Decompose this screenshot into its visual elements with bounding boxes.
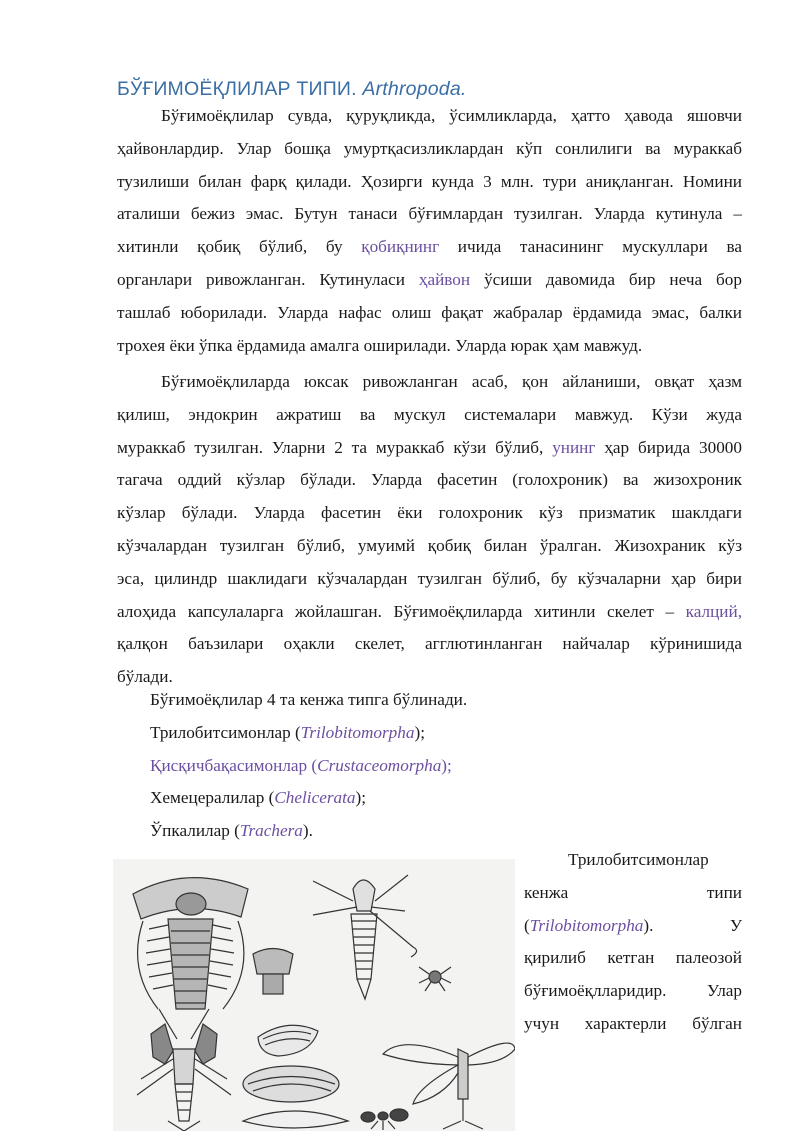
text-run: кенжа [524,882,569,902]
title-latin: Arthropoda. [362,78,467,100]
mussel-shell-icon [243,1025,348,1128]
crayfish-icon [137,1009,231,1131]
paragraph-line: қилиш, эндокрин ажратиш ва мускул системалари мавжуд. Кўзи жуда [117,404,742,424]
paragraph-line: эса, цилиндр шаклидаги кўзчалардан тузилган бўлиб, бу кўзчаларни ҳар бири [117,568,742,588]
eurypterid-icon [313,875,417,999]
paragraph-line [117,596,742,629]
trilobite-icon [133,878,248,1009]
small-trilobite-icon [253,949,293,995]
list-item [150,782,467,815]
paragraph-line: аталиши бежиз эмас. Бутун танаси бўғимлардан тузилган. Уларда кутинула – [117,204,742,224]
list-item [150,815,467,848]
list-item-end: ). [302,821,313,841]
sidebar-line: Трилобитсимонлар [568,850,709,869]
paragraph-line: трохея ёки ўпка ёрдамида амалга оширилади. Уларда юрак ҳам мавжуд. [117,335,643,355]
hyperlink-word[interactable]: калций, [685,601,742,621]
paragraph-line [117,264,742,297]
list-item [150,717,467,750]
paragraph-line: Бўғимоёқлилар сувда, қуруқликда, ўсимликларда, ҳатто ҳавода яшовчи [161,106,742,125]
list-item-latin: Crustaceomorpha [317,755,442,775]
paragraph-line: бўлади. [117,667,173,687]
paragraph-line: кўзлар бўлади. Уларда фасетин ёки голохроник кўз призматик шаклдаги [117,503,742,523]
paragraph-line: ташлаб юборилади. Уларда нафас олиш фақат жабралар ёрдамида эмас, балки [117,302,742,322]
hyperlink-word[interactable]: унинг [552,437,596,457]
latin-term: Trilobitomorpha [529,915,644,935]
title-main: БЎҒИМОЁҚЛИЛАР ТИПИ. [117,78,363,100]
arthropods-illustration [113,859,515,1131]
list-item-name: Қисқичбақасимонлар ( [150,755,318,775]
list-item-end: ); [414,722,425,742]
list-intro: Бўғимоёқлилар 4 та кенжа типга бўлинади. [150,690,468,709]
text-run: типи [706,882,742,902]
text-run: ( [524,915,530,935]
sidebar-line [524,910,742,943]
paragraph-line [117,432,742,465]
text-run: хитинли қобиқ бўлиб, бу [117,237,362,257]
list-item-name: Ўпкалилар ( [150,821,240,841]
list-item-name: Хемецералилар ( [150,788,275,808]
list-item-name: Трилобитсимонлар ( [150,722,301,742]
list-item-latin: Trachera [239,821,303,841]
text-run: алоҳида капсулаларга жойлашган. Бўғимоёқлиларда хитинли скелет – [117,601,686,621]
text-run: ). [643,915,654,935]
sidebar-text [524,844,742,1041]
spider-icon [419,967,451,991]
hyperlink-word[interactable]: қобиқнинг [361,237,440,257]
section-title [117,78,467,101]
list-item-end: ); [441,755,452,775]
ant-icon [361,1109,408,1130]
paragraph-line: Бўғимоёқлиларда юксак ривожланган асаб, қон айланиши, овқат ҳазм [161,372,742,391]
sidebar-line [524,877,742,910]
subtype-list [150,684,467,848]
paragraph-1 [117,100,742,362]
paragraph-line: тузилиши билан фарқ қилади. Ҳозирги кунда 3 млн. тури аниқланган. Номини [117,171,742,191]
sidebar-line: бўғимоёқлларидир. Улар [524,981,742,1001]
sidebar-line: учун характерли бўлган [524,1013,742,1033]
paragraph-line: кўзчалардан тузилган бўлиб, умуимй қобиқ билан ўралган. Жизохраник кўз [117,535,742,555]
list-item-latin: Trilobitomorpha [300,722,415,742]
paragraph-line [117,231,742,264]
illustration-svg [113,859,515,1131]
list-item-latin: Chelicerata [274,788,356,808]
sidebar-line: қирилиб кетган палеозой [524,948,742,968]
text-run: мураккаб тузилган. Уларни 2 та мураккаб кўзи бўлиб, [117,437,553,457]
list-item[interactable] [150,750,467,783]
paragraph-line: қалқон баъзилари оҳакли скелет, агглютинланган найчалар кўринишида [117,634,742,654]
list-item-end: ); [355,788,366,808]
text-run: органлари ривожланган. Кутинуласи [117,269,419,289]
text-run: У [729,915,742,935]
paragraph-line: тагача оддий кўзлар бўлади. Уларда фасетин (голохроник) ва жизохроник [117,470,742,490]
paragraph-2 [117,366,742,694]
text-run: ҳар бирида 30000 [595,437,742,457]
hyperlink-word[interactable]: ҳайвон [418,269,471,289]
paragraph-line: ҳайвонлардир. Улар бошқа умуртқасизликлардан кўп сонлилиги ва мураккаб [117,138,742,158]
text-run: ичида танасининг мускуллари ва [439,237,742,257]
text-run: ўсиши давомида бир неча бор [470,269,742,289]
